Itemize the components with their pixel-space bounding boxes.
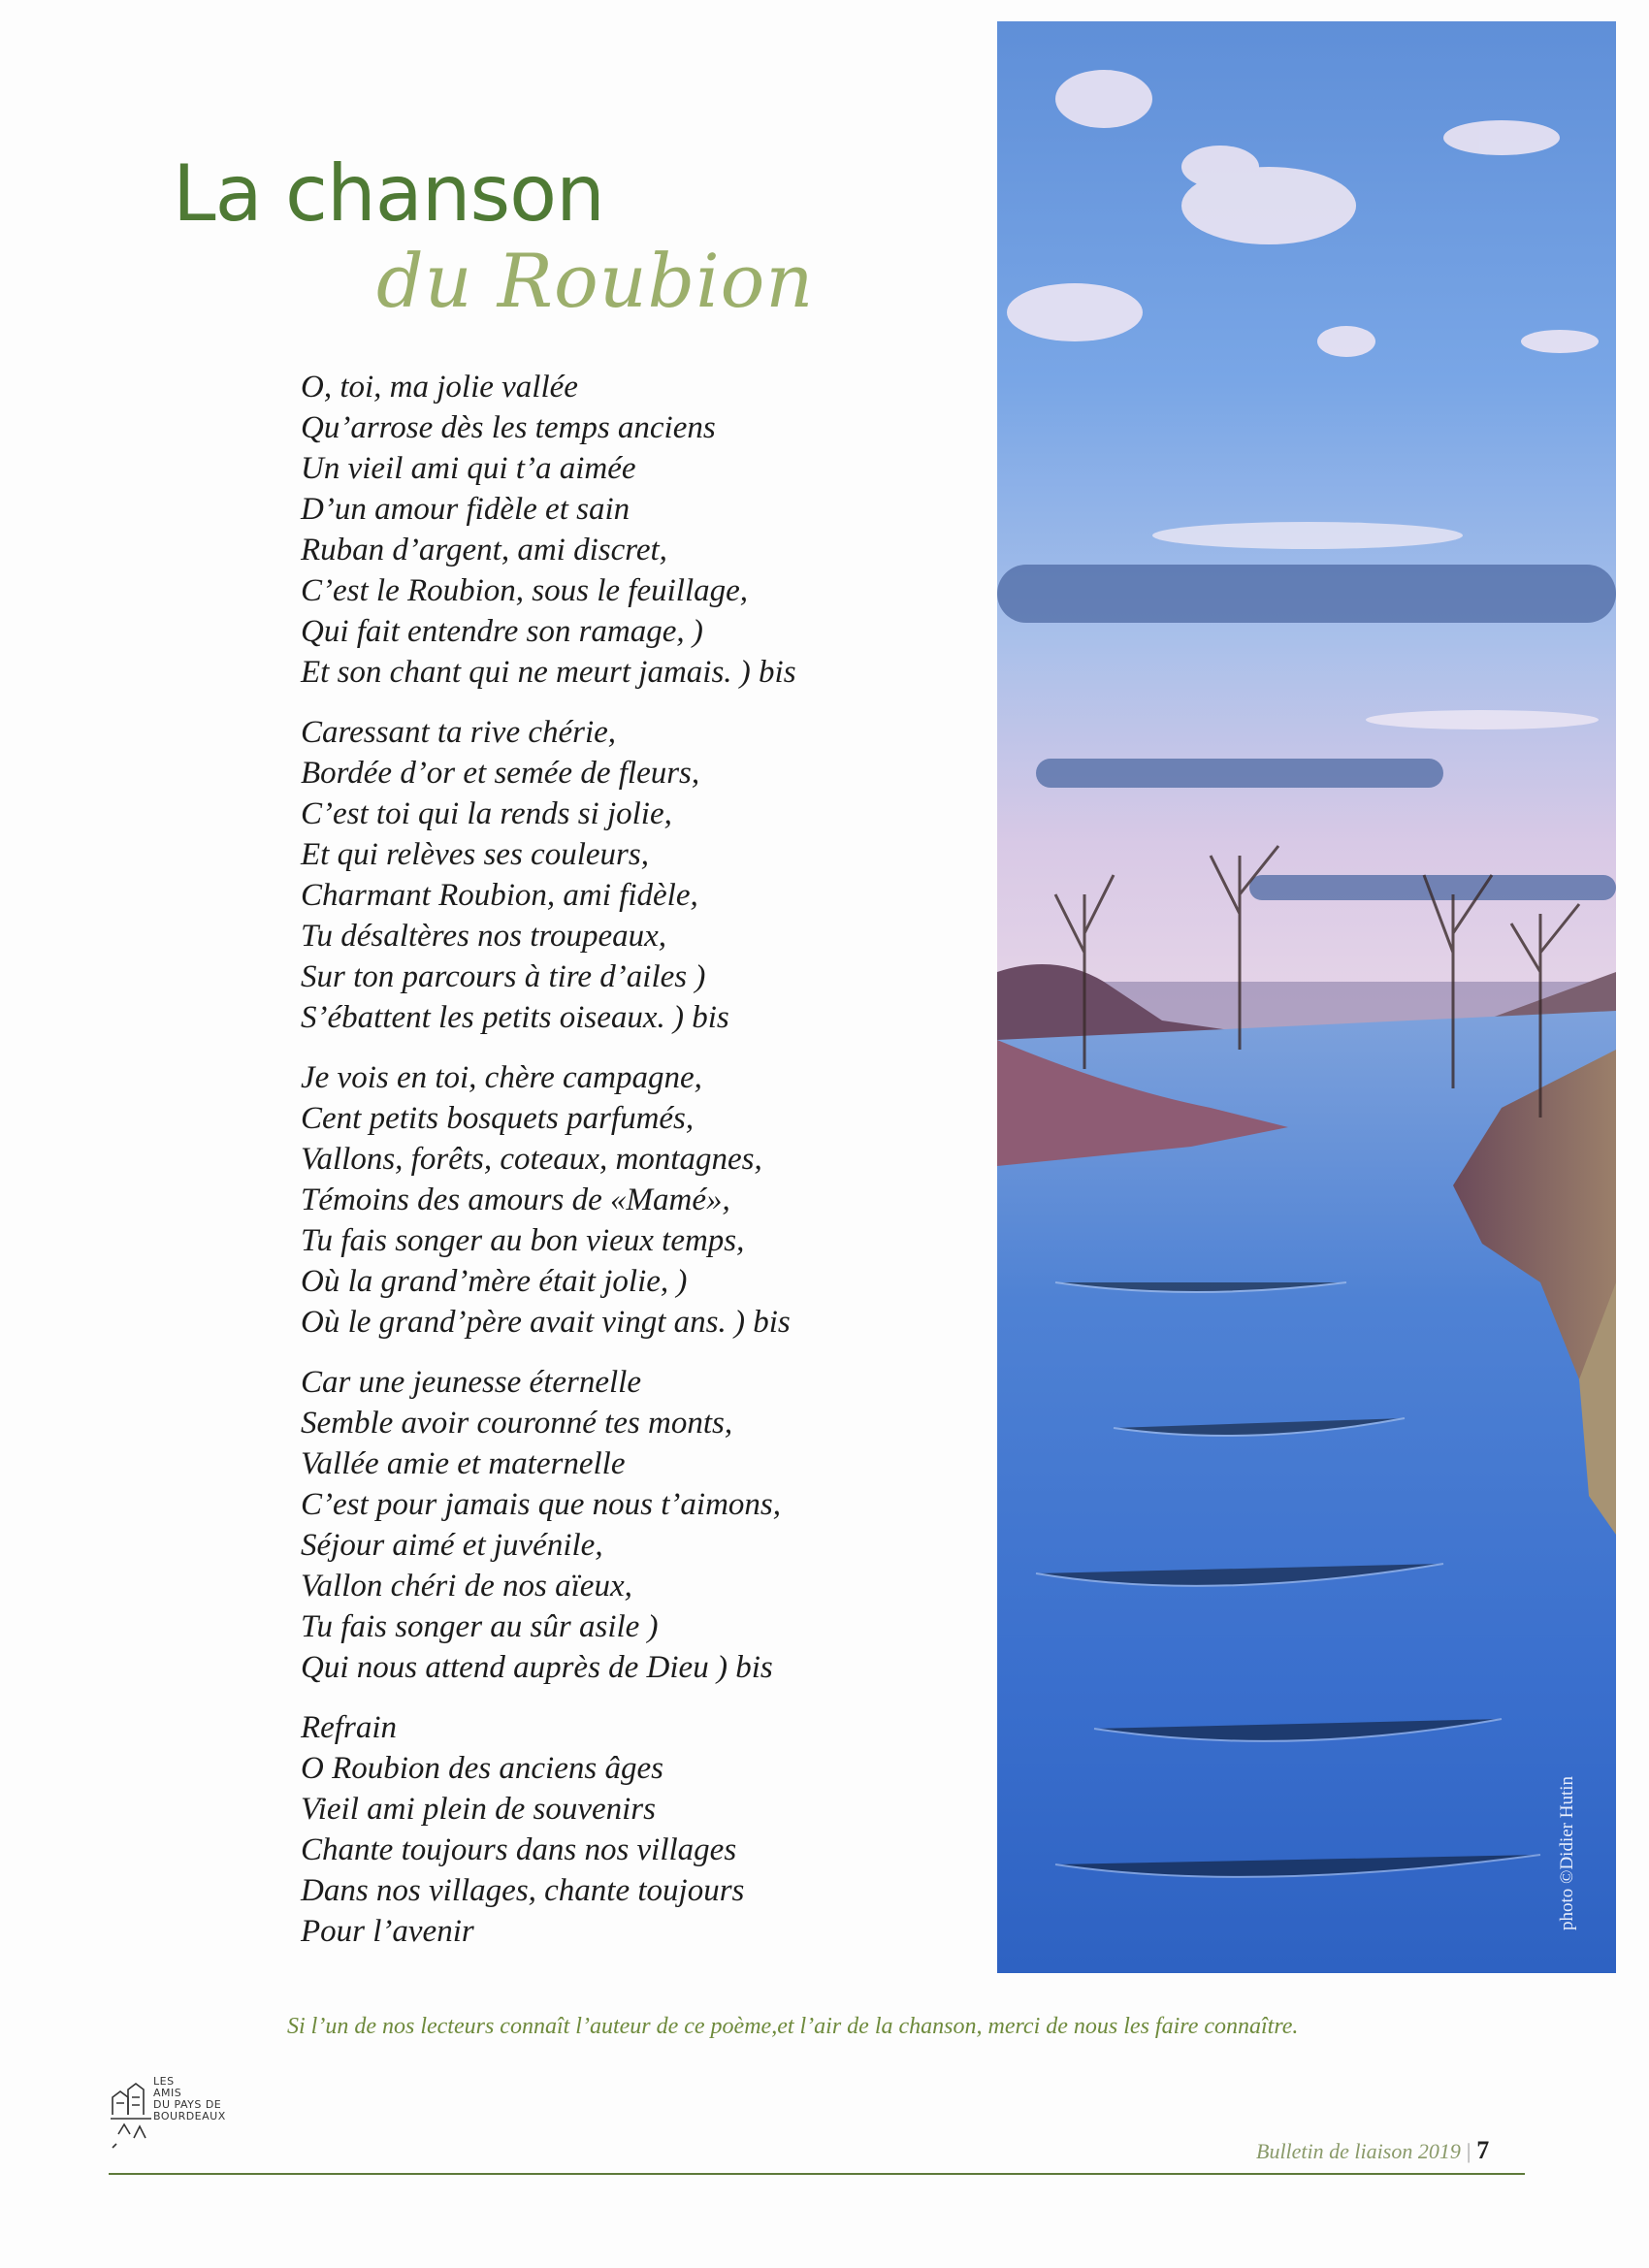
poem-line: D’un amour fidèle et sain <box>301 492 630 527</box>
refrain-heading: Refrain <box>301 1710 397 1745</box>
poem-line: C’est pour jamais que nous t’aimons, <box>301 1487 781 1522</box>
poem-line: Dans nos villages, chante toujours <box>301 1873 745 1908</box>
poem-line: C’est toi qui la rends si jolie, <box>301 796 672 831</box>
stanza-1 <box>301 367 980 693</box>
poem-line: O, toi, ma jolie vallée <box>301 370 578 405</box>
title-subtitle: du Roubion <box>376 238 815 324</box>
poem-line: Vieil ami plein de souvenirs <box>301 1792 656 1827</box>
stanza-2 <box>301 712 980 1038</box>
page-footer <box>1256 2136 1489 2165</box>
poem-line: Ruban d’argent, ami discret, <box>301 533 667 567</box>
logo-text <box>153 2076 226 2122</box>
title-main: La chanson <box>173 148 604 239</box>
village-sketch-icon <box>109 2076 153 2154</box>
poem-line: Pour l’avenir <box>301 1914 474 1949</box>
footer-rule <box>109 2173 1525 2175</box>
poem-line: Tu fais songer au bon vieux temps, <box>301 1223 745 1258</box>
poem-line: Témoins des amours de «Mamé», <box>301 1183 730 1217</box>
stanza-4 <box>301 1362 980 1688</box>
poem-line: Bordée d’or et semée de fleurs, <box>301 756 700 791</box>
poem-line: Et son chant qui ne meurt jamais. ) bis <box>301 655 796 690</box>
photo-credit: photo ©Didier Hutin <box>1557 1775 1577 1930</box>
footer-separator: | <box>1466 2139 1471 2163</box>
poem-line: O Roubion des anciens âges <box>301 1751 663 1786</box>
poem-line: Je vois en toi, chère campagne, <box>301 1060 702 1095</box>
poem-line: Vallons, forêts, coteaux, montagnes, <box>301 1142 762 1177</box>
poem-line: Chante toujours dans nos villages <box>301 1832 737 1867</box>
poem-line: Où le grand’père avait vingt ans. ) bis <box>301 1305 791 1340</box>
poem-line: Cent petits bosquets parfumés, <box>301 1101 695 1136</box>
poem-line: Tu fais songer au sûr asile ) <box>301 1609 659 1644</box>
poem-line: Qui fait entendre son ramage, ) <box>301 614 703 649</box>
stanza-3 <box>301 1057 980 1343</box>
poem-line: Semble avoir couronné tes monts, <box>301 1406 733 1441</box>
poem-line: Tu désaltères nos troupeaux, <box>301 919 667 954</box>
association-logo <box>109 2076 254 2154</box>
reader-note: Si l’un de nos lecteurs connaît l’auteur de ce poème,et l’air de la chanson, merci de nous les faire connaître. <box>287 2014 1299 2039</box>
poem-line: Séjour aimé et juvénile, <box>301 1528 603 1563</box>
poem-line: S’ébattent les petits oiseaux. ) bis <box>301 1000 729 1035</box>
poem-line: Car une jeunesse éternelle <box>301 1365 641 1400</box>
poem-line: C’est le Roubion, sous le feuillage, <box>301 573 749 608</box>
logo-line: AMIS <box>153 2087 182 2099</box>
poem <box>301 367 980 1971</box>
stanza-refrain <box>301 1707 980 1952</box>
logo-line: BOURDEAUX <box>153 2110 226 2122</box>
poem-line: Où la grand’mère était jolie, ) <box>301 1264 688 1299</box>
bulletin-label: Bulletin de liaison 2019 <box>1256 2139 1461 2163</box>
poem-line: Qui nous attend auprès de Dieu ) bis <box>301 1650 773 1685</box>
river-photo-illustration <box>997 21 1616 1973</box>
poem-line: Qu’arrose dès les temps anciens <box>301 410 716 445</box>
river-photo <box>997 21 1616 1973</box>
poem-line: Et qui relèves ses couleurs, <box>301 837 649 872</box>
poem-line: Sur ton parcours à tire d’ailes ) <box>301 959 706 994</box>
logo-line: LES <box>153 2075 175 2088</box>
poem-line: Un vieil ami qui t’a aimée <box>301 451 636 486</box>
page-number: 7 <box>1476 2136 1490 2164</box>
poem-line: Vallée amie et maternelle <box>301 1446 626 1481</box>
page-title <box>173 148 968 325</box>
poem-line: Caressant ta rive chérie, <box>301 715 617 750</box>
logo-line: DU PAYS DE <box>153 2098 222 2111</box>
poem-line: Charmant Roubion, ami fidèle, <box>301 878 698 913</box>
poem-line: Vallon chéri de nos aïeux, <box>301 1569 632 1604</box>
